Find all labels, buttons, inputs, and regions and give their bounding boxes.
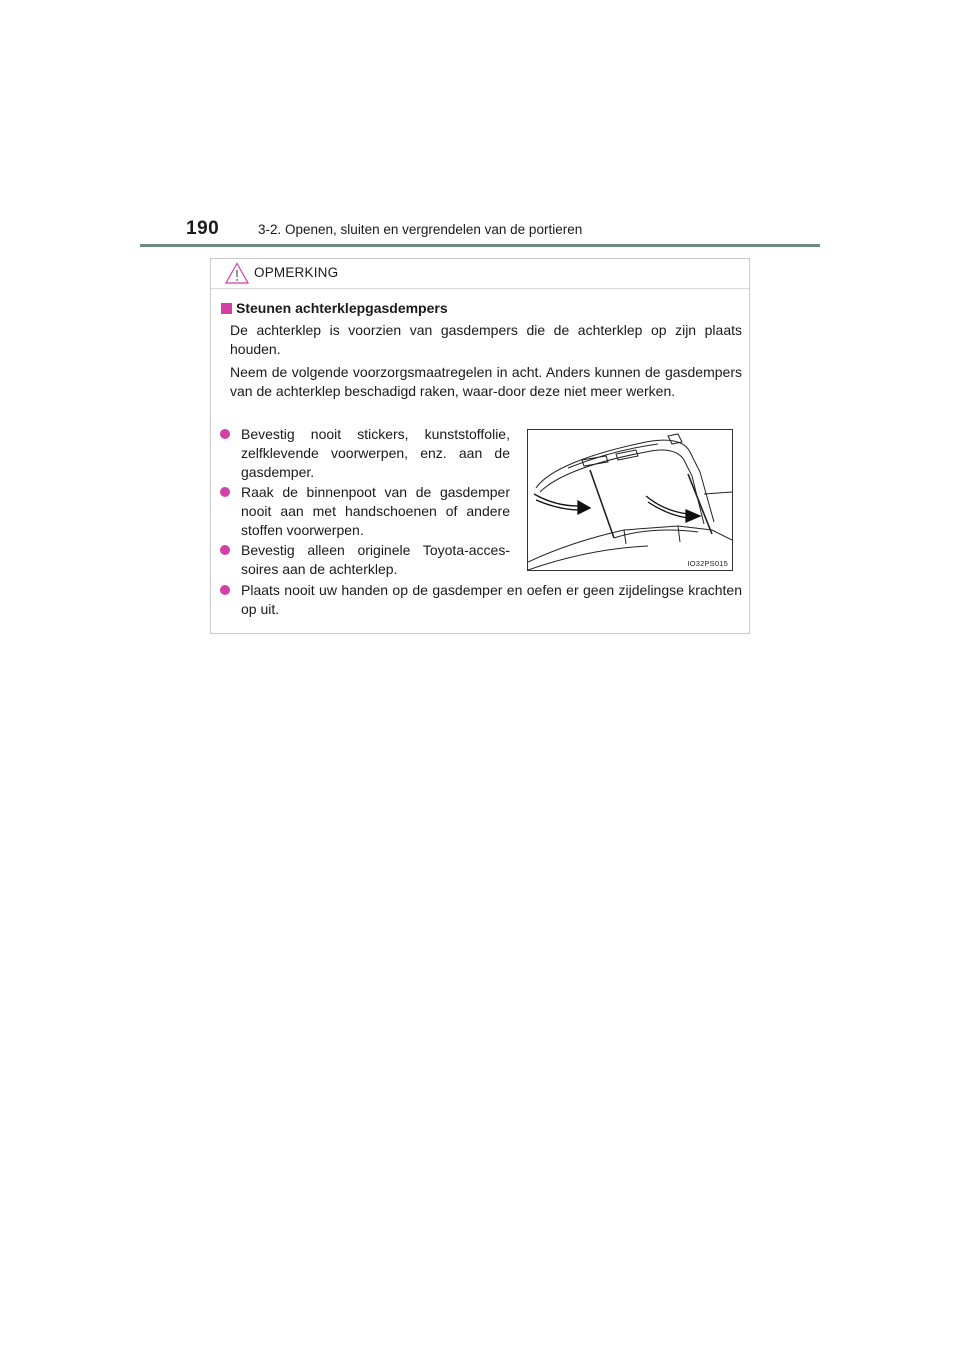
page-number: 190 bbox=[186, 218, 220, 239]
notice-title: OPMERKING bbox=[254, 265, 339, 280]
bullet-text: Bevestig alleen originele Toyota-acces-soires aan de achterklep. bbox=[241, 542, 510, 577]
bullet-text: Plaats nooit uw handen op de gasdemper en oefen er geen zijdelingse krachten op uit. bbox=[241, 582, 742, 617]
bullet-text: Raak de binnenpoot van de gasdemper nooit aan met handschoenen of andere stoffen voorwerpen. bbox=[241, 484, 510, 538]
round-bullet-icon bbox=[220, 585, 230, 595]
notice-header bbox=[211, 259, 749, 289]
page-header bbox=[140, 218, 820, 248]
round-bullet-icon bbox=[220, 429, 230, 439]
square-bullet-icon bbox=[221, 303, 232, 314]
subheading-text: Steunen achterklepgasdempers bbox=[236, 300, 448, 316]
tailgate-illustration bbox=[527, 429, 733, 571]
tailgate-drawing bbox=[528, 430, 732, 570]
notice-subheading bbox=[221, 300, 448, 316]
round-bullet-icon bbox=[220, 487, 230, 497]
warning-triangle-icon bbox=[225, 262, 249, 284]
paragraph-1: De achterklep is voorzien van gasdempers die de achterklep op zijn plaats houden. bbox=[230, 322, 742, 357]
section-title: 3-2. Openen, sluiten en vergrendelen van de portieren bbox=[258, 222, 583, 237]
paragraph-2: Neem de volgende voorzorgsmaatregelen in acht. Anders kunnen de gasdempers van de achterklep beschadigd raken, waar-door deze niet meer werken. bbox=[230, 364, 742, 399]
round-bullet-icon bbox=[220, 545, 230, 555]
notice-box bbox=[210, 258, 750, 634]
bullet-text: Bevestig nooit stickers, kunststoffolie, zelfklevende voorwerpen, enz. aan de gasdemper. bbox=[241, 426, 510, 480]
figure-code: IO32PS015 bbox=[687, 559, 728, 568]
header-rule bbox=[140, 244, 820, 247]
